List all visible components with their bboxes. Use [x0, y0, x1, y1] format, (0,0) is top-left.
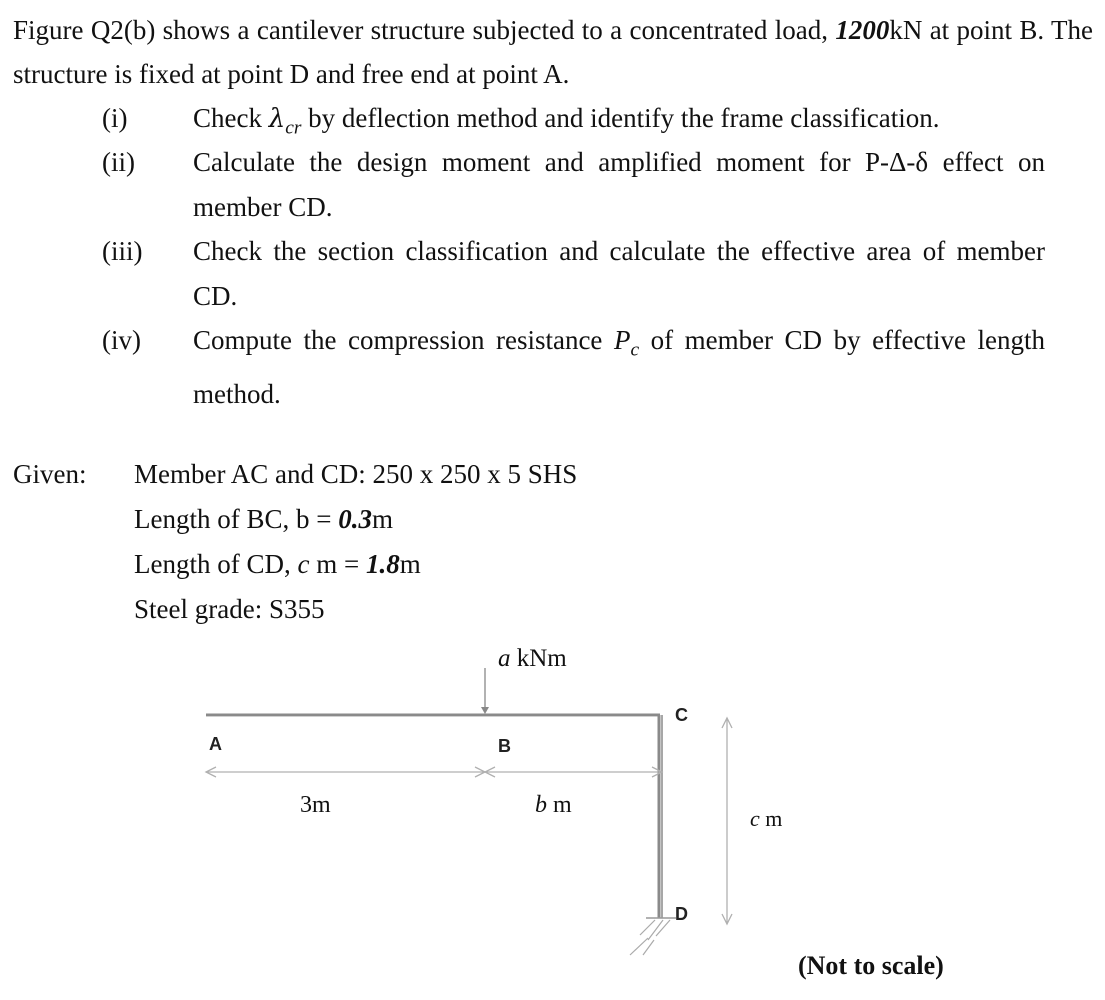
lambda-subscript: cr [285, 117, 302, 139]
fixed-support [630, 918, 676, 955]
dimension-line-vertical [722, 718, 732, 924]
not-to-scale-note: (Not to scale) [798, 951, 944, 980]
question-text: Compute the compression resistance $P_c$ of member CD by effective length method. [193, 325, 1045, 410]
load-label: a kNm [498, 645, 567, 672]
question-text: Calculate the design moment and amplified moment for P-Δ-δ effect on member CD. [193, 147, 1045, 222]
dimension-line-horizontal [206, 767, 662, 777]
pc-symbol: P [613, 325, 631, 355]
question-number: (iii) [102, 236, 143, 266]
intro-text-1: Figure Q2(b) shows a cantilever structure subjected to a concentrated load, [13, 15, 836, 45]
given-length-bc: Length of BC, b = 0.3m [134, 504, 393, 534]
question-number: (iv) [102, 325, 141, 355]
lambda-symbol: λ [268, 104, 286, 134]
given-label: Given: [13, 459, 87, 489]
point-d-label: D [675, 904, 688, 924]
load-value: 1200 [835, 15, 890, 45]
load-arrow [481, 668, 489, 714]
question-text: Check the section classification and calculate the effective area of member CD. [193, 236, 1045, 311]
point-b-label: B [498, 736, 511, 756]
given-length-cd: Length of CD, c m = 1.8m [134, 549, 421, 579]
bc-value: 0.3 [338, 504, 372, 534]
intro-text-2: kN at point B. The structure is fixed at point D and free end at point A. [13, 15, 1093, 89]
member-cd [659, 715, 662, 918]
point-a-label: A [209, 734, 222, 754]
cantilever-diagram [0, 630, 1105, 1000]
point-c-label: C [675, 705, 688, 725]
problem-intro [13, 8, 1093, 96]
pc-subscript: c [630, 339, 640, 361]
member-ac [206, 715, 660, 717]
given-members: Member AC and CD: 250 x 250 x 5 SHS [134, 459, 578, 489]
cd-value: 1.8 [365, 549, 400, 579]
dimension-ab-label: 3m [300, 792, 331, 818]
question-number: (ii) [102, 147, 135, 177]
given-steel-grade: Steel grade: S355 [134, 594, 325, 624]
dimension-bc-label: b m [535, 792, 572, 818]
question-number: (i) [102, 103, 128, 133]
question-text: Check $\lambda_{cr}$ by deflection method and identify the frame classification. [193, 103, 940, 139]
dimension-cd-label: c m [750, 806, 783, 831]
